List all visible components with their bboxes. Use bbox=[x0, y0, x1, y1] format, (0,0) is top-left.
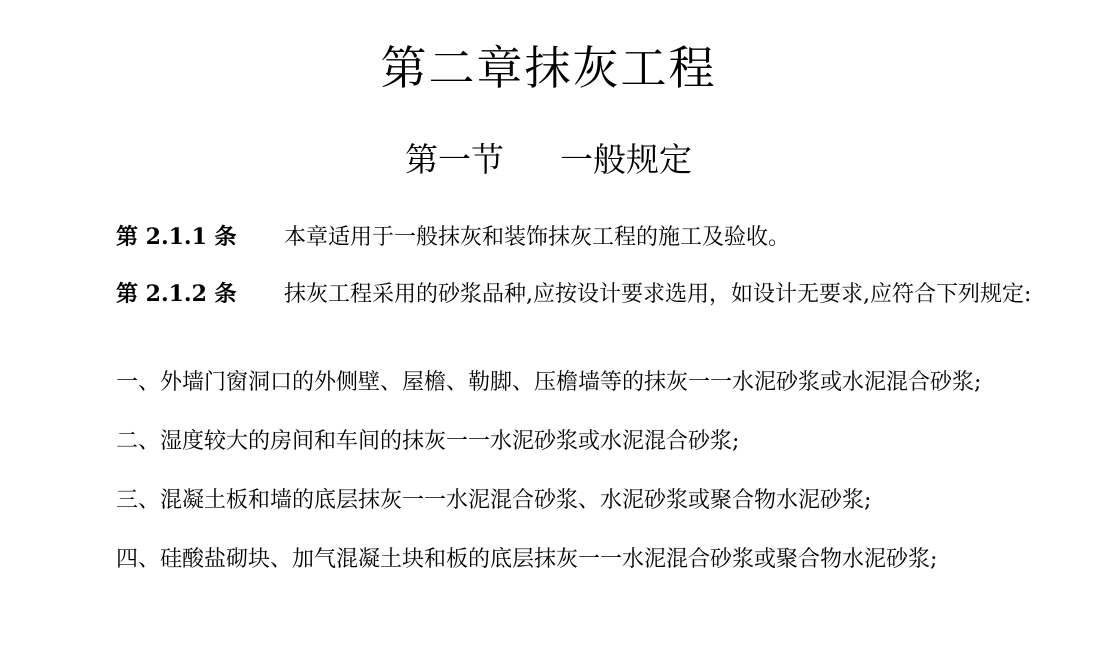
section-number: 第一节 bbox=[405, 140, 504, 179]
list-item: 二、湿度较大的房间和车间的抹灰一一水泥砂浆或水泥混合砂浆; bbox=[116, 429, 740, 454]
clause-2-1-1 bbox=[32, 222, 1062, 253]
list-item: 一、外墙门窗洞口的外侧壁、屋檐、勒脚、压檐墙等的抹灰一一水泥砂浆或水泥混合砂浆; bbox=[116, 370, 982, 395]
section-title bbox=[0, 138, 1097, 182]
clause-label: 第 2.1.1 条 bbox=[116, 224, 237, 250]
chapter-title: 第二章抹灰工程 bbox=[380, 41, 717, 95]
clause-text: 抹灰工程采用的砂浆品种,应按设计要求选用，如设计无要求,应符合下列规定: bbox=[284, 282, 1032, 307]
clause-2-1-2 bbox=[32, 279, 1062, 310]
list-item: 三、混凝土板和墙的底层抹灰一一水泥混合砂浆、水泥砂浆或聚合物水泥砂浆; bbox=[116, 488, 872, 513]
section-name: 一般规定 bbox=[560, 140, 692, 179]
clause-text: 本章适用于一般抹灰和装饰抹灰工程的施工及验收。 bbox=[284, 225, 791, 250]
clause-label: 第 2.1.2 条 bbox=[116, 281, 237, 307]
list-item: 四、硅酸盐砌块、加气混凝土块和板的底层抹灰一一水泥混合砂浆或聚合物水泥砂浆; bbox=[116, 547, 938, 572]
